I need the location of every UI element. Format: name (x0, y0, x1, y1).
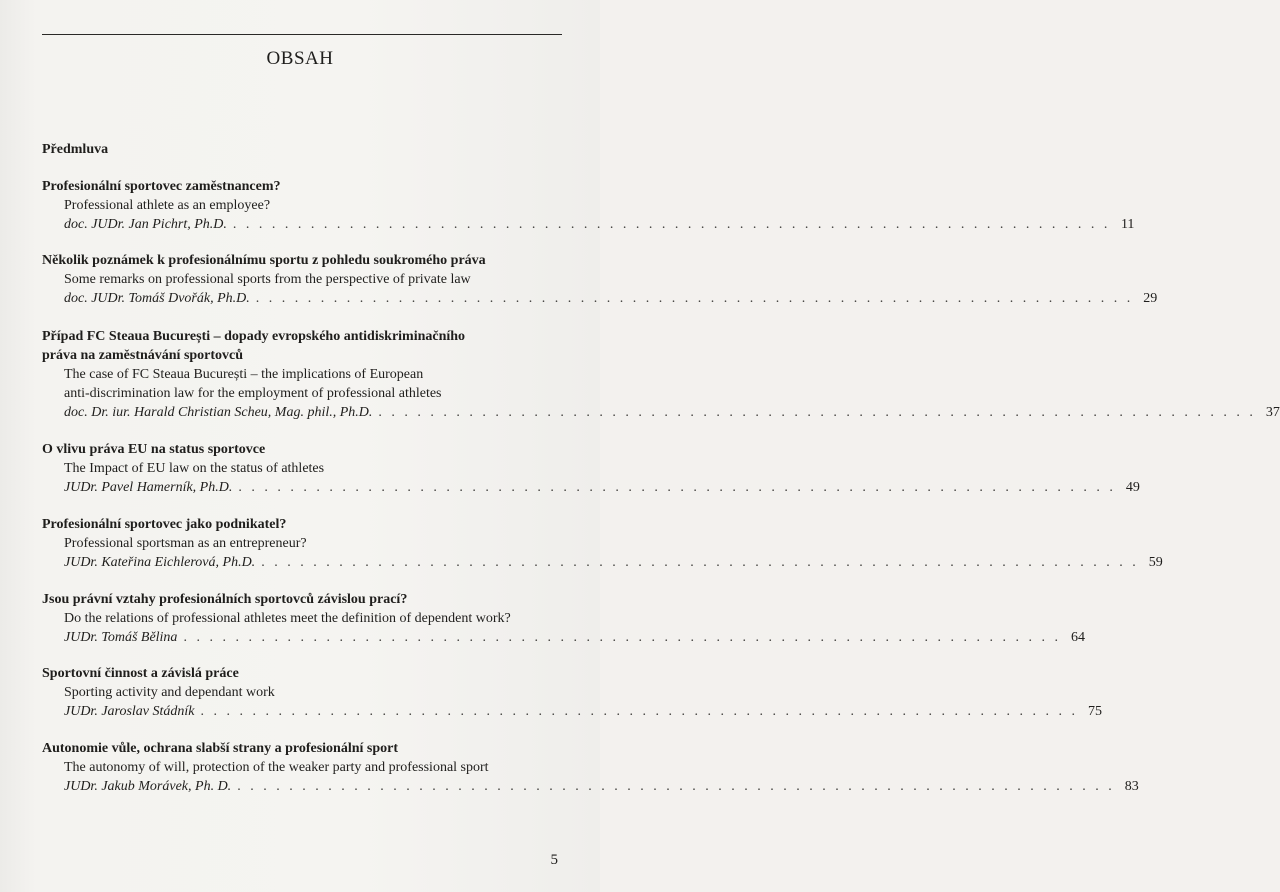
dot-leader: . . . . . . . . . . . . . . . . . . . . . . . . . . . . . . . . . . . . . . . . . . . . . . . . . . . . . . . . . . . . . . . . . . . . (378, 405, 1256, 420)
page-number: 5 (550, 852, 558, 868)
entry-subtitle: The Impact of EU law on the status of athletes (64, 461, 325, 476)
dot-leader: . . . . . . . . . . . . . . . . . . . . . . . . . . . . . . . . . . . . . . . . . . . . . . . . . . . . . . . . . . . . . . . . . . . . (261, 555, 1139, 570)
entry-page: 64 (1070, 630, 1085, 645)
entry-title: Jsou právní vztahy profesionálních sportovců závislou prací? (42, 592, 408, 607)
entry-page: 59 (1148, 555, 1163, 570)
entry-author: doc. Dr. iur. Harald Christian Scheu, Mag. phil., Ph.D. (64, 405, 373, 420)
entry-author-line (64, 702, 1103, 722)
dot-leader: . . . . . . . . . . . . . . . . . . . . . . . . . . . . . . . . . . . . . . . . . . . . . . . . . . . . . . . . . . . . . . . . . . . . (232, 217, 1111, 232)
dot-leader: . . . . . . . . . . . . . . . . . . . . . . . . . . . . . . . . . . . . . . . . . . . . . . . . . . . . . . . . . . . . . . . . . . . . (237, 779, 1115, 794)
toc-entry[interactable] (42, 515, 1163, 573)
entry-author-line (64, 628, 1085, 648)
entry-author: JUDr. Kateřina Eichlerová, Ph.D. (64, 555, 256, 570)
entry-page: 29 (1143, 291, 1158, 306)
entry-subtitle: Professional sportsman as an entrepreneur? (64, 536, 307, 551)
entry-page: 37 (1265, 405, 1280, 420)
dot-leader: . . . . . . . . . . . . . . . . . . . . . . . . . . . . . . . . . . . . . . . . . . . . . . . . . . . . . . . . . . . . . . . . . . . . (238, 480, 1116, 495)
entry-title: Profesionální sportovec jako podnikatel? (42, 517, 287, 532)
entry-title: Několik poznámek k profesionálnímu sportu z pohledu soukromého práva (42, 253, 486, 268)
toc-entry[interactable] (42, 664, 1103, 722)
entry-subtitle: Do the relations of professional athletes meet the definition of dependent work? (64, 611, 511, 626)
toc-entry[interactable] (42, 327, 1280, 423)
entry-author: JUDr. Jakub Morávek, Ph. D. (64, 779, 232, 794)
entry-subtitle: Professional athlete as an employee? (64, 198, 271, 213)
dot-leader: . . . . . . . . . . . . . . . . . . . . . . . . . . . . . . . . . . . . . . . . . . . . . . . . . . . . . . . . . . . . . . . . . . . . (183, 630, 1061, 645)
entry-title: Sportovní činnost a závislá práce (42, 666, 239, 681)
entry-author-line (64, 478, 1140, 498)
top-rule (42, 34, 562, 35)
entry-author-line (64, 777, 1139, 797)
toc-entry[interactable] (42, 440, 1140, 498)
entry-subtitle: The autonomy of will, protection of the weaker party and professional sport (64, 760, 489, 775)
entry-author: JUDr. Pavel Hamerník, Ph.D. (64, 480, 233, 495)
entry-title: Autonomie vůle, ochrana slabší strany a profesionální sport (42, 741, 398, 756)
entry-subtitle-line-2: anti-discrimination law for the employment of professional athletes (64, 386, 442, 401)
entry-title: Profesionální sportovec zaměstnancem? (42, 179, 281, 194)
toc-entry[interactable] (42, 739, 1139, 797)
page-title: OBSAH (266, 48, 334, 69)
entry-subtitle: Some remarks on professional sports from the perspective of private law (64, 272, 471, 287)
entry-author-line (64, 553, 1163, 573)
entry-title-line-2: práva na zaměstnávání sportovců (42, 348, 244, 363)
entry-page: 49 (1125, 480, 1140, 495)
toc-entry[interactable] (42, 590, 1085, 648)
dot-leader: . . . . . . . . . . . . . . . . . . . . . . . . . . . . . . . . . . . . . . . . . . . . . . . . . . . . . . . . . . . . . . . . . . . . (255, 291, 1134, 306)
entry-author: JUDr. Tomáš Bělina (64, 630, 178, 645)
entry-author: doc. JUDr. Tomáš Dvořák, Ph.D. (64, 291, 250, 306)
entry-subtitle: Sporting activity and dependant work (64, 685, 275, 700)
entry-author-line (64, 403, 1280, 423)
entry-title: O vlivu práva EU na status sportovce (42, 442, 266, 457)
dot-leader: . . . . . . . . . . . . . . . . . . . . . . . . . . . . . . . . . . . . . . . . . . . . . . . . . . . . . . . . . . . . . . . . . . . . (200, 704, 1079, 719)
toc-entry[interactable] (42, 177, 1135, 235)
entry-author-line (64, 289, 1158, 309)
entry-subtitle-line-1: The case of FC Steaua București – the implications of European (64, 367, 424, 382)
entry-author: doc. JUDr. Jan Pichrt, Ph.D. (64, 217, 227, 232)
toc-entry[interactable] (42, 251, 1158, 309)
entry-page: 11 (1120, 217, 1135, 232)
entry-page: 75 (1088, 704, 1103, 719)
entry-author: JUDr. Jaroslav Stádník (64, 704, 195, 719)
preface-heading: Předmluva (42, 142, 109, 157)
entry-title-line-1: Případ FC Steaua București – dopady evropského antidiskriminačního (42, 329, 466, 344)
entry-page: 83 (1124, 779, 1139, 794)
entry-author-line (64, 215, 1135, 235)
